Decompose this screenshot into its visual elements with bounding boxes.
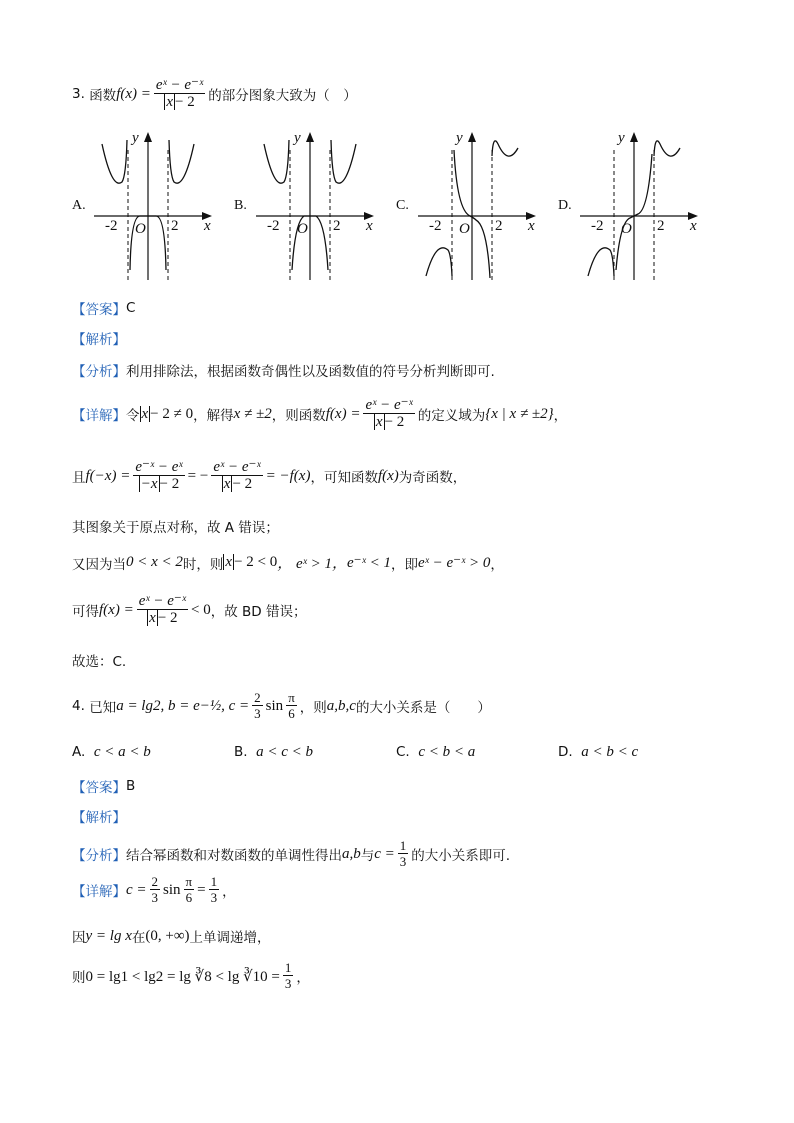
question-number: 4. bbox=[72, 698, 85, 714]
graph-d bbox=[574, 130, 704, 282]
y-label: y bbox=[294, 130, 301, 146]
graph-b bbox=[250, 130, 380, 282]
fraction: $\frac{\text{eˣ − e⁻ˣ}}{x - 2}$ bbox=[155, 77, 204, 110]
graph-label-a: A. bbox=[72, 198, 86, 213]
x-label: x bbox=[204, 218, 211, 234]
q3-answer: 【答案】 C bbox=[72, 300, 136, 318]
tick-label-2: 2 bbox=[657, 218, 665, 234]
y-label: y bbox=[456, 130, 463, 146]
origin-label: O bbox=[621, 221, 632, 237]
tick-label-2: 2 bbox=[495, 218, 503, 234]
curve-branch-1 bbox=[264, 140, 289, 183]
curve-branch-1 bbox=[426, 248, 452, 276]
y-axis-arrow bbox=[630, 132, 638, 142]
choice-b: B. a < c < b bbox=[234, 744, 314, 760]
tick-label-2: 2 bbox=[333, 218, 341, 234]
curve-branch-2 bbox=[169, 140, 194, 183]
q4-xiangjie: 【详解】 c = $\frac{2}{3}$ sin $\frac{\pi}{6}$ = $\frac{1}{3}$ ， bbox=[72, 874, 236, 905]
y-axis-arrow bbox=[468, 132, 476, 142]
q3-stem: 3. 函数 f(x) = $\frac{\text{eˣ − e⁻ˣ}}{x - 2}$ 的部分图象大致为（ ） bbox=[72, 77, 357, 110]
q4-monotonic: 因 y = lg x 在 (0, +∞) 上单调递增， bbox=[72, 927, 271, 946]
q3-xiangjie: 【详解】 令 x − 2 ≠ 0 ，解得 x ≠ ±2 ，则函数 f(x) = $\frac{\text{eˣ − e⁻ˣ}}{x - 2}$ 的定义域为 {x | x ≠ ±2} ， bbox=[72, 397, 568, 430]
curve-branch-1 bbox=[588, 248, 614, 276]
q3-symmetry: 其图象关于原点对称，故 A 错误； bbox=[72, 520, 279, 536]
q4-answer: 【答案】 B bbox=[72, 778, 136, 796]
y-axis-arrow bbox=[306, 132, 314, 142]
question-number: 3. bbox=[72, 86, 85, 102]
graph-label-d: D. bbox=[558, 198, 572, 213]
graph-label-c: C. bbox=[396, 198, 409, 213]
y-label: y bbox=[618, 130, 625, 146]
tick-label-2: 2 bbox=[171, 218, 179, 234]
origin-label: O bbox=[135, 221, 146, 237]
q3-final: 故选：C. bbox=[72, 654, 127, 670]
origin-label: O bbox=[297, 221, 308, 237]
q4-jiexi: 【解析】 bbox=[72, 810, 126, 826]
q4-chain: 则 0 = lg1 < lg2 = lg ∛8 < lg ∛10 = $\frac{1}{3}$ ， bbox=[72, 960, 310, 991]
graph-label-b: B. bbox=[234, 198, 247, 213]
choice-a: A. c < a < b bbox=[72, 744, 151, 760]
choice-d: D. a < b < c bbox=[558, 744, 639, 760]
curve-branch-1 bbox=[102, 140, 127, 183]
function-def: f(x) = bbox=[116, 85, 151, 102]
graph-c bbox=[412, 130, 542, 282]
q3-conclusion-bd: 可得 f(x) = $\frac{\text{eˣ − e⁻ˣ}}{x - 2}$ < 0 ，故 BD 错误； bbox=[72, 593, 307, 626]
y-axis-arrow bbox=[144, 132, 152, 142]
q3-sign-analysis: 又因为当 0 < x < 2 时，则 x − 2 < 0 ， eˣ > 1， e⁻ˣ < 1 ，即 eˣ − e⁻ˣ > 0 ， bbox=[72, 554, 504, 573]
graph-a bbox=[88, 130, 218, 282]
q3-odd-proof: 且 f(−x) = $\frac{\text{e⁻ˣ − eˣ}}{-x - 2}$ = − $\frac{\text{eˣ − e⁻ˣ}}{x - 2}$ = −f(x) ，可知函数 f(x) 为奇函数， bbox=[72, 459, 467, 492]
tick-label-neg2: -2 bbox=[267, 218, 280, 234]
tick-label-neg2: -2 bbox=[429, 218, 442, 234]
q4-fenxi: 【分析】 结合幂函数和对数函数的单调性得出 a,b 与 c = $\frac{1}{3}$ 的大小关系即可. bbox=[72, 838, 511, 869]
curve-branch-2 bbox=[492, 141, 518, 156]
tick-label-neg2: -2 bbox=[591, 218, 604, 234]
x-label: x bbox=[528, 218, 535, 234]
q3-jiexi: 【解析】 bbox=[72, 332, 126, 348]
curve-branch-2 bbox=[331, 140, 356, 183]
x-label: x bbox=[366, 218, 373, 234]
curve-branch-2 bbox=[654, 141, 680, 156]
origin-label: O bbox=[459, 221, 470, 237]
tick-label-neg2: -2 bbox=[105, 218, 118, 234]
y-label: y bbox=[132, 130, 139, 146]
choice-c: C. c < b < a bbox=[396, 744, 476, 760]
q4-stem: 4. 已知 a = lg2, b = e −½ , c = $\frac{2}{3}$ sin $\frac{\pi}{6}$ ，则 a,b,c 的大小关系是（ ） bbox=[72, 690, 491, 721]
x-label: x bbox=[690, 218, 697, 234]
q3-fenxi: 【分析】 利用排除法，根据函数奇偶性以及函数值的符号分析判断即可. bbox=[72, 364, 495, 380]
